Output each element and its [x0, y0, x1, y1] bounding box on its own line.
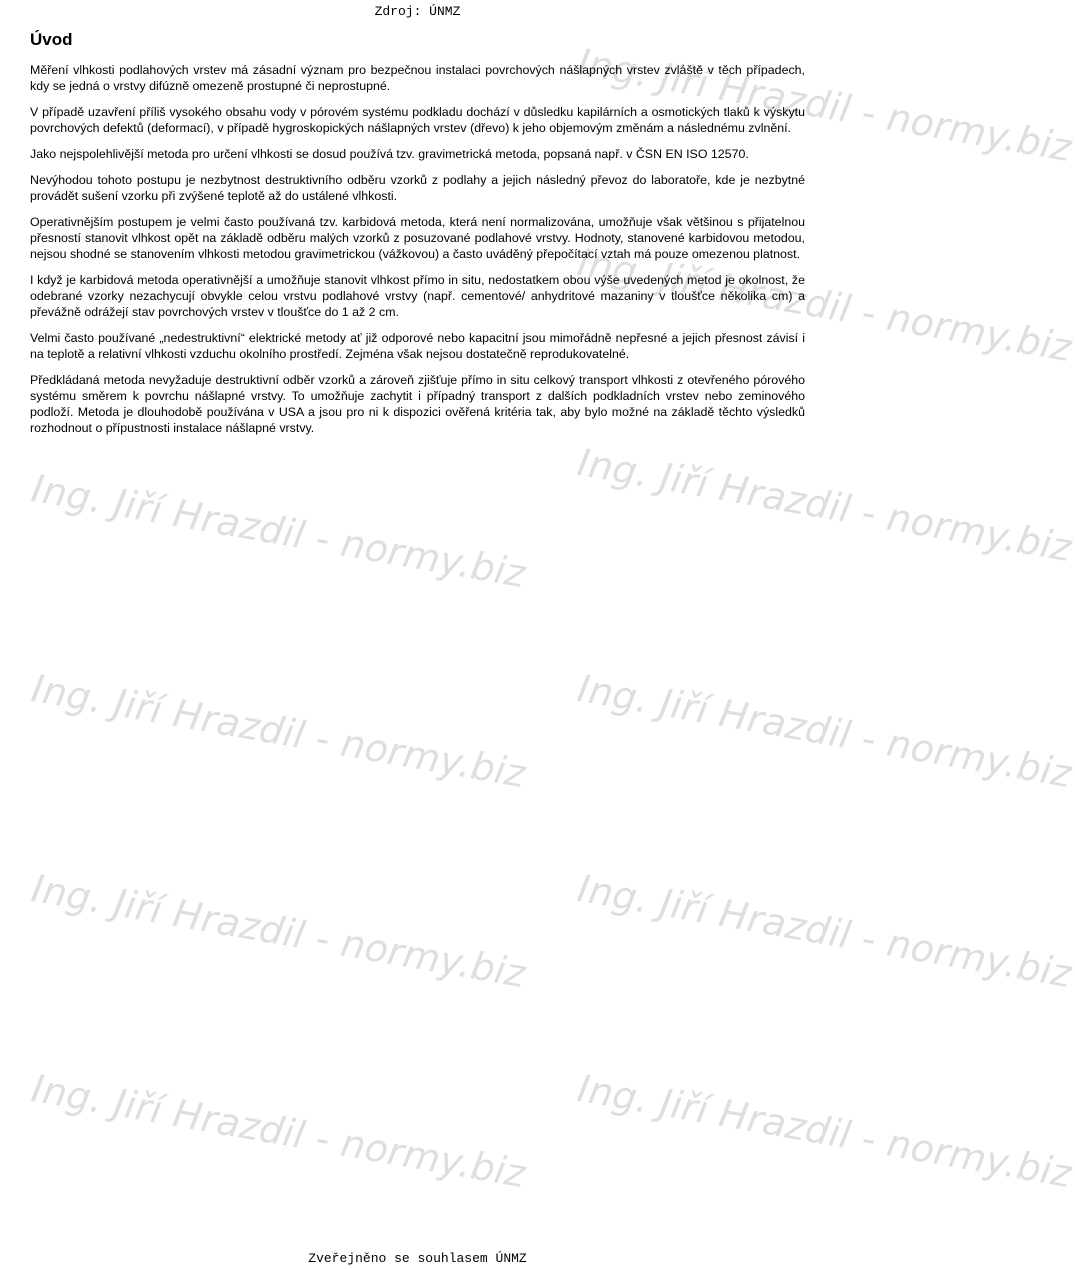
- publication-notice: Zveřejněno se souhlasem ÚNMZ: [308, 1251, 527, 1266]
- paragraph: I když je karbidová metoda operativnější a umožňuje stanovit vlhkost přímo in situ, nedostatkem obou výše uvedených metod je okolnost, že odebrané vzorky nezachycují obvykle celou vrstvu podlahové vrstvy (např. cementové/ anhydritové mazaniny v tloušťce několika cm) a převážně odrážejí stav povrchových vrstev v tloušťce do 1 až 2 cm.: [30, 273, 805, 319]
- watermark: Ing. Jiří Hrazdil - normy.biz: [574, 666, 1075, 797]
- watermark: Ing. Jiří Hrazdil - normy.biz: [28, 466, 529, 597]
- paragraph: Jako nejspolehlivější metoda pro určení vlhkosti se dosud používá tzv. gravimetrická metoda, popsaná např. v ČSN EN ISO 12570.: [30, 147, 749, 161]
- paragraph: Velmi často používané „nedestruktivní“ elektrické metody ať již odporové nebo kapacitní jsou mimořádně nepřesné a jejich přesnost závisí i na teplotě a relativní vlhkosti vzduchu okolního prostředí. Zejména však nejsou dostatečně reprodukovatelné.: [30, 331, 805, 361]
- watermark: Ing. Jiří Hrazdil - normy.biz: [574, 440, 1075, 571]
- paragraph: Měření vlhkosti podlahových vrstev má zásadní význam pro bezpečnou instalaci povrchových nášlapných vrstev zvláště v těch případech, kdy se jedná o vrstvy difúzně omezeně prostupné či neprostupné.: [30, 63, 805, 93]
- paragraph: Operativnějším postupem je velmi často používaná tzv. karbidová metoda, která není normalizována, umožňuje však většinou s přijatelnou přesností stanovit vlhkost opět na základě odběru malých vzorků z posuzované podlahové vrstvy. Hodnoty, stanovené karbidovou metodou, nejsou shodné se stanovením vlhkosti metodou gravimetrickou (vážkovou) a často uváděný přepočítací vztah má pouze omezenou platnost.: [30, 215, 805, 261]
- paragraph: Nevýhodou tohoto postupu je nezbytnost destruktivního odběru vzorků z podlahy a jejich následný převoz do laboratoře, kde je nezbytné provádět sušení vzorku při zvýšené teplotě až do ustálené vlhkosti.: [30, 173, 805, 203]
- watermark: Ing. Jiří Hrazdil - normy.biz: [574, 240, 1075, 371]
- watermark: Ing. Jiří Hrazdil - normy.biz: [28, 866, 529, 997]
- watermark: Ing. Jiří Hrazdil - normy.biz: [574, 866, 1075, 997]
- watermark: Ing. Jiří Hrazdil - normy.biz: [574, 1066, 1075, 1197]
- watermark: Ing. Jiří Hrazdil - normy.biz: [28, 1066, 529, 1197]
- source-header: Zdroj: ÚNMZ: [374, 4, 461, 19]
- paragraph: Předkládaná metoda nevyžaduje destruktivní odběr vzorků a zároveň zjišťuje přímo in situ celkový transport vlhkosti z otevřeného pórového systému směrem k povrchu nášlapné vrstvy. To umožňuje zachytit i případný transport z dalších podkladních vrstev nebo zeminového podloží. Metoda je dlouhodobě používána v USA a jsou pro ni k dispozici ověřená kritéria tak, aby bylo možné na základě těchto výsledků rozhodnout o přípustnosti instalace nášlapné vrstvy.: [30, 373, 805, 435]
- paragraph: V případě uzavření příliš vysokého obsahu vody v pórovém systému podkladu dochází v důsledku kapilárních a osmotických tlaků k výskytu povrchových defektů (deformací), v případě hygroskopických nášlapných vrstev (dřevo) k jeho objemovým změnám a následnému zvlnění.: [30, 105, 805, 135]
- section-title: Úvod: [30, 30, 73, 49]
- watermark: Ing. Jiří Hrazdil - normy.biz: [28, 666, 529, 797]
- watermark: Ing. Jiří Hrazdil - normy.biz: [574, 40, 1075, 171]
- document-body: [30, 30, 805, 446]
